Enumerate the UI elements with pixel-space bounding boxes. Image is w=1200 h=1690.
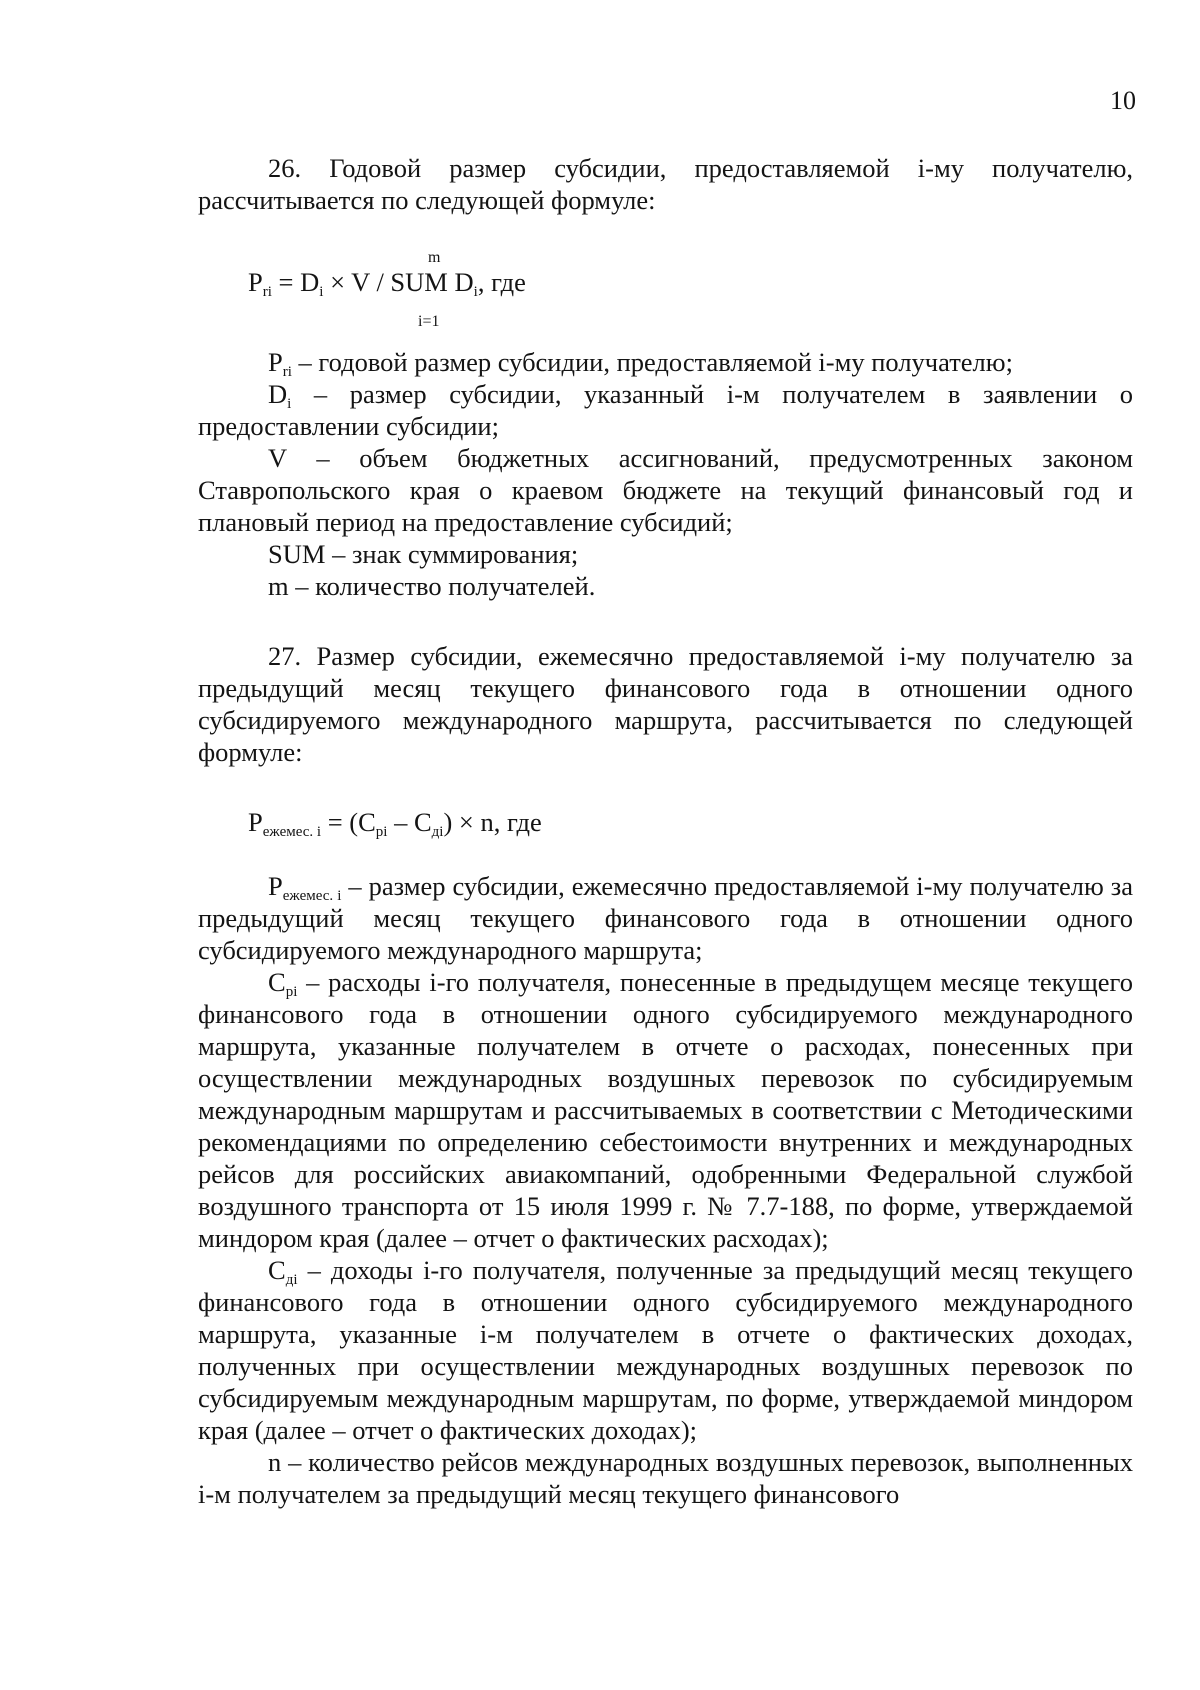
- definition-symbol: n: [268, 1447, 282, 1477]
- definition-text: – количество рейсов международных воздушных перевозок, выполненных i-м получателем за предыдущий месяц текущего финансового: [198, 1447, 1133, 1509]
- definition-item: [198, 346, 1133, 378]
- definition-item: [198, 1254, 1133, 1446]
- definition-symbol: SUM: [268, 539, 326, 569]
- definition-text: – знак суммирования;: [325, 539, 579, 569]
- definition-item: [198, 378, 1133, 442]
- definition-symbol: V: [268, 443, 287, 473]
- definition-item: [198, 538, 1133, 570]
- formula-annual-subsidy-body: $P_{ri} = D_i \times V$ / SUM $D_i$, где: [248, 267, 526, 300]
- definition-symbol: D: [268, 379, 288, 409]
- definition-text: – размер субсидии, ежемесячно предоставляемой i-му получателю за предыдущий месяц текущего финансового года в отношении одного субсидируемого международного маршрута;: [198, 871, 1133, 965]
- sum-upper-limit: m: [428, 249, 441, 266]
- definition-item: [198, 966, 1133, 1254]
- definition-symbol: C: [268, 1255, 286, 1285]
- sum-lower-limit: i=1: [418, 313, 440, 330]
- section-27: [198, 640, 1133, 1510]
- definitions-27: [198, 870, 1133, 1510]
- definition-item: [198, 570, 1133, 602]
- definition-text: – количество получателей.: [288, 571, 596, 601]
- definition-item: [198, 870, 1133, 966]
- definition-subscript: дi: [285, 1272, 298, 1288]
- definition-subscript: ежемес. i: [282, 888, 342, 904]
- section-26: [198, 152, 1133, 602]
- definition-text: – расходы i-го получателя, понесенные в предыдущем месяце текущего финансового года в отношении одного субсидируемого международного маршрута, указанные получателем в отчете о расходах, понесенных при осуществлении международных воздушных перевозок по субсидируемым международным маршрутам и рассчитываемых в соответствии с Методическими рекомендациями по определению себестоимости внутренних и международных рейсов для российских авиакомпаний, одобренными Федеральной службой воздушного транспорта от 15 июля 1999 г. № 7.7-188, по форме, утверждаемой миндором края (далее – отчет о фактических расходах);: [198, 967, 1133, 1253]
- definitions-26: [198, 346, 1133, 602]
- definition-item: [198, 1446, 1133, 1510]
- paragraph-27: 27. Размер субсидии, ежемесячно предоставляемой i-му получателю за предыдущий месяц текущего финансового года в отношении одного субсидируемого международного маршрута, рассчитывается по следующей формуле:: [198, 641, 1133, 767]
- definition-subscript: ri: [282, 364, 292, 380]
- definition-subscript: pi: [285, 984, 298, 1000]
- definition-symbol: C: [268, 967, 286, 997]
- definition-text: – доходы i-го получателя, полученные за предыдущий месяц текущего финансового года в отношении одного субсидируемого международного маршрута, указанные i-м получателем в отчете о фактических доходах, полученных при осуществлении международных воздушных перевозок по субсидируемым международным маршрутам, по форме, утверждаемой миндором края (далее – отчет о фактических доходах);: [198, 1255, 1133, 1445]
- definition-symbol: P: [268, 871, 283, 901]
- definition-text: – объем бюджетных ассигнований, предусмотренных законом Ставропольского края о краевом бюджете на текущий финансовый год и плановый период на предоставление субсидий;: [198, 443, 1133, 537]
- definition-text: – размер субсидии, указанный i-м получателем в заявлении о предоставлении субсидии;: [198, 379, 1133, 441]
- definition-item: [198, 442, 1133, 538]
- definition-subscript: i: [287, 396, 292, 412]
- formula-annual-subsidy: [248, 248, 1133, 346]
- definition-symbol: P: [268, 347, 283, 377]
- definition-text: – годовой размер субсидии, предоставляемой i-му получателю;: [291, 347, 1013, 377]
- formula-monthly-subsidy: $P_{ежемес. i} = (C_{pi} - C_{дi}) \times n$, где: [248, 807, 542, 840]
- paragraph-26: 26. Годовой размер субсидии, предоставляемой i-му получателю, рассчитывается по следующей формуле:: [198, 153, 1133, 215]
- definition-symbol: m: [268, 571, 289, 601]
- page-number: 10: [1110, 86, 1136, 115]
